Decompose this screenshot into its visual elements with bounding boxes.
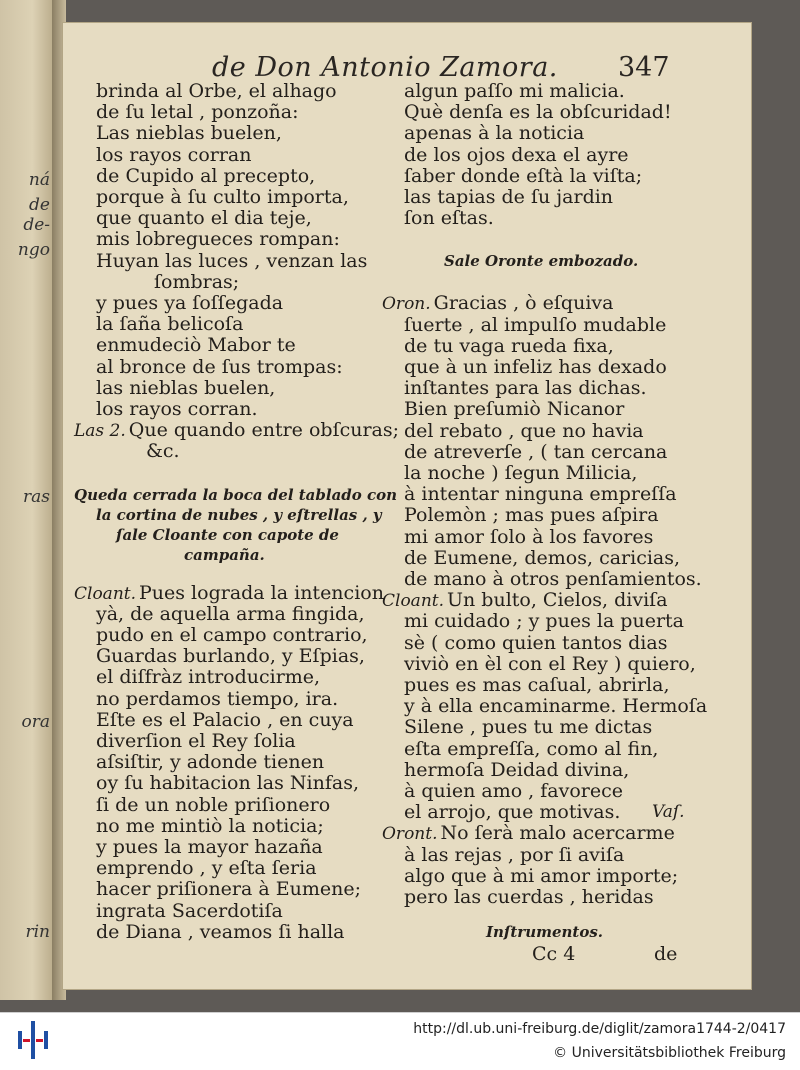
stage-direction: Sale Oronte embozado. [444, 252, 639, 271]
facing-page-edge [0, 0, 54, 1000]
verse-text: Guardas burlando, y Eſpias, [96, 645, 365, 668]
verse-text: Pues lograda la intencion [139, 581, 384, 604]
verse-line [96, 688, 338, 710]
verse-line [404, 356, 667, 378]
verse-text: Silene , pues tu me dictas [404, 716, 653, 739]
stage-aside: Vaſ. [652, 802, 685, 823]
verse-line [382, 292, 613, 315]
speaker-name: Oron. [382, 294, 431, 315]
verse-text: de mano à otros penſamientos. [404, 568, 702, 590]
verse-text: No ſerà malo acercarme [440, 822, 675, 845]
facing-page-fragment: ras [23, 487, 50, 507]
verse-line [96, 186, 349, 208]
verse-text: Un bulto, Cielos, diviſa [447, 589, 668, 612]
speaker-name: Cloant. [74, 583, 136, 604]
verse-text: porque à ſu culto importa, [96, 186, 349, 208]
verse-text: no perdamos tiempo, ira. [96, 687, 339, 710]
facing-page-fragment: ngo [17, 240, 50, 260]
verse-line [382, 589, 668, 612]
footer-bar [0, 1012, 800, 1070]
verse-text: los rayos corran. [96, 398, 258, 420]
verse-text: hermoſa Deidad divina, [404, 758, 630, 781]
verse-text: à las rejas , por ſi aviſa [404, 843, 625, 866]
verse-line [96, 772, 359, 794]
verse-text: emprendo , y eſta ſeria [96, 857, 317, 880]
verse-line [146, 440, 180, 462]
verse-line [404, 462, 637, 484]
verse-text: Polemòn ; mas pues aſpira [404, 504, 659, 527]
verse-text: apenas à la noticia [404, 122, 585, 145]
verse-line [404, 335, 614, 357]
verse-line [404, 865, 678, 887]
verse-line [96, 794, 330, 816]
verse-line [404, 653, 696, 675]
verse-text: Huyan las luces , venzan las [96, 249, 368, 272]
catchword: de [654, 943, 678, 966]
verse-text: mi cuidado ; y pues la puerta [404, 610, 684, 633]
verse-line [404, 716, 652, 738]
verse-line [96, 377, 275, 399]
verse-line [404, 420, 644, 442]
speaker-name: Las 2. [74, 421, 126, 442]
verse-text: à quien amo , favorece [404, 780, 624, 802]
verse-line [74, 419, 399, 442]
verse-line [96, 228, 340, 250]
verse-line [96, 313, 243, 335]
speaker-name: Cloant. [382, 591, 444, 612]
verse-line [74, 582, 384, 605]
verse-text: eſta empreſſa, como al fin, [404, 737, 659, 760]
bottom-stage-direction: Inſtrumentos. [486, 923, 604, 942]
verse-text: la ſaña belicoſa [96, 313, 244, 336]
verse-line [96, 101, 299, 123]
verse-text: yà, de aquella arma fingida, [96, 602, 365, 625]
verse-text: ſon eſtas. [404, 207, 494, 230]
university-logo-icon [12, 1019, 54, 1061]
verse-line [96, 900, 283, 922]
verse-line [96, 878, 361, 900]
verse-text: y pues ya ſoſſegada [96, 292, 284, 314]
verse-line [96, 836, 323, 858]
running-title: de Don Antonio Zamora. [212, 52, 558, 83]
verse-line [404, 101, 672, 123]
facing-page-fragment: de- [23, 215, 50, 235]
stage-direction: Queda cerrada la boca del tablado con [74, 485, 398, 504]
verse-line [96, 398, 258, 420]
verse-text: Gracias , ò eſquiva [433, 292, 614, 315]
verse-line [404, 801, 685, 824]
verse-text: la noche ) ſegun Milicia, [404, 462, 638, 484]
verse-text: no me mintiò la noticia; [96, 814, 324, 837]
verse-text: ſaber donde eſtà la viſta; [404, 164, 643, 187]
document-url-link[interactable]: http://dl.ub.uni-freiburg.de/diglit/zamora1744-2/0417 [413, 1021, 786, 1037]
copyright-notice: © Universitätsbibliothek Freiburg [553, 1045, 786, 1061]
verse-text: ingrata Sacerdotiſa [96, 899, 283, 922]
verse-text: ſuerte , al impulſo mudable [404, 313, 667, 336]
printer-signature: Cc 4 [532, 943, 576, 966]
verse-text: algun paſſo mi malicia. [404, 80, 625, 102]
verse-text: Eſte es el Palacio , en cuya [96, 708, 354, 731]
verse-line [96, 122, 282, 144]
verse-text: oy ſu habitacion las Ninfas, [96, 772, 360, 795]
verse-line [96, 730, 296, 752]
verse-line [404, 780, 623, 802]
verse-text: pero las cuerdas , heridas [404, 886, 654, 908]
verse-text: algo que à mi amor importe; [404, 864, 679, 887]
verse-line [404, 165, 642, 187]
verse-line [96, 624, 368, 646]
verse-line [96, 603, 365, 625]
verse-line [404, 632, 667, 654]
facing-page-fragment: ora [21, 712, 50, 732]
verse-text: las nieblas buelen, [96, 376, 276, 399]
verse-line [404, 483, 677, 505]
verse-text: mis lobregueces rompan: [96, 228, 340, 251]
stage-direction: la cortina de nubes , y eſtrellas , y [96, 505, 382, 524]
verse-line [404, 398, 624, 420]
verse-line [404, 610, 684, 632]
verse-text: diverſion el Rey ſolia [96, 730, 296, 752]
verse-text: ſi de un noble priſionero [96, 793, 331, 816]
verse-line [404, 526, 653, 548]
verse-text: viviò en èl con el Rey ) quiero, [404, 652, 696, 675]
book-page [62, 22, 752, 990]
verse-text: las tapias de ſu jardin [404, 186, 614, 208]
verse-line [96, 921, 345, 943]
verse-text: de ſu letal , ponzoña: [96, 101, 299, 124]
verse-line [154, 271, 239, 293]
verse-line [404, 568, 702, 590]
verse-text: pudo en el campo contrario, [96, 624, 368, 646]
verse-text: de Diana , veamos ſi halla [96, 920, 345, 943]
verse-line [96, 334, 296, 356]
stage-direction: campaña. [184, 545, 265, 564]
verse-line [96, 356, 343, 378]
verse-text: &c. [146, 440, 180, 463]
facing-page-fragment: rin [25, 922, 50, 942]
speaker-name: Oront. [382, 824, 438, 845]
verse-line [404, 314, 666, 336]
verse-line [96, 751, 324, 773]
verse-line [96, 709, 354, 731]
verse-text: Que quando entre obſcuras; [128, 419, 400, 442]
verse-line [96, 144, 252, 166]
verse-text: inſtantes para las dichas. [404, 377, 647, 400]
verse-line [404, 738, 658, 760]
verse-line [96, 645, 365, 667]
verse-line [404, 674, 670, 696]
verse-text: de Cupido al precepto, [96, 164, 316, 187]
verse-line [404, 186, 613, 208]
stage-direction: ſale Cloante con capote de [116, 525, 339, 544]
verse-line [404, 504, 659, 526]
verse-line [382, 822, 675, 845]
verse-line [96, 250, 367, 272]
verse-text: Què denſa es la obſcuridad! [404, 101, 672, 124]
verse-text: los rayos corran [96, 143, 252, 166]
verse-text: y à ella encaminarme. Hermoſa [404, 695, 708, 718]
verse-line [404, 547, 680, 569]
verse-text: que à un infeliz has dexado [404, 356, 667, 378]
verse-text: el diſfràz introducirme, [96, 666, 321, 689]
verse-line [404, 377, 647, 399]
verse-text: ſombras; [154, 270, 240, 293]
verse-line [96, 857, 317, 879]
verse-text: el arrojo, que motivas. [404, 801, 621, 824]
verse-text: pues es mas caſual, abrirla, [404, 674, 670, 696]
verse-text: Las nieblas buelen, [96, 122, 282, 145]
verse-line [96, 815, 324, 837]
verse-text: enmudeciò Mabor te [96, 334, 296, 357]
verse-text: Bien preſumiò Nicanor [404, 398, 625, 421]
verse-line [96, 666, 320, 688]
verse-text: brinda al Orbe, el alhago [96, 80, 337, 102]
verse-text: del rebato , que no havia [404, 419, 644, 442]
page-number: 347 [618, 52, 670, 83]
verse-line [404, 80, 625, 102]
verse-text: aſsiſtir, y adonde tienen [96, 751, 325, 774]
verse-line [96, 207, 312, 229]
facing-page-fragment: de [29, 195, 50, 215]
verse-text: al bronce de ſus trompas: [96, 355, 343, 378]
verse-line [96, 165, 315, 187]
verse-text: mi amor ſolo à los favores [404, 525, 654, 548]
facing-page-fragment: ná [28, 170, 50, 190]
verse-line [96, 292, 283, 314]
verse-line [404, 144, 629, 166]
verse-line [404, 695, 707, 717]
verse-line [404, 844, 624, 866]
verse-text: de tu vaga rueda fixa, [404, 334, 614, 357]
verse-line [404, 759, 629, 781]
verse-line [404, 122, 584, 144]
verse-text: à intentar ninguna empreſſa [404, 483, 677, 506]
verse-line [404, 441, 667, 463]
verse-text: hacer priſionera à Eumene; [96, 878, 361, 901]
verse-text: de atreverſe , ( tan cercana [404, 440, 668, 463]
verse-line [404, 207, 494, 229]
verse-text: de los ojos dexa el ayre [404, 143, 629, 166]
verse-text: de Eumene, demos, caricias, [404, 546, 681, 569]
verse-text: que quanto el dia teje, [96, 207, 312, 230]
verse-line [96, 80, 337, 102]
verse-text: y pues la mayor hazaña [96, 836, 323, 858]
verse-text: sè ( como quien tantos dias [404, 631, 668, 654]
verse-line [404, 886, 654, 908]
